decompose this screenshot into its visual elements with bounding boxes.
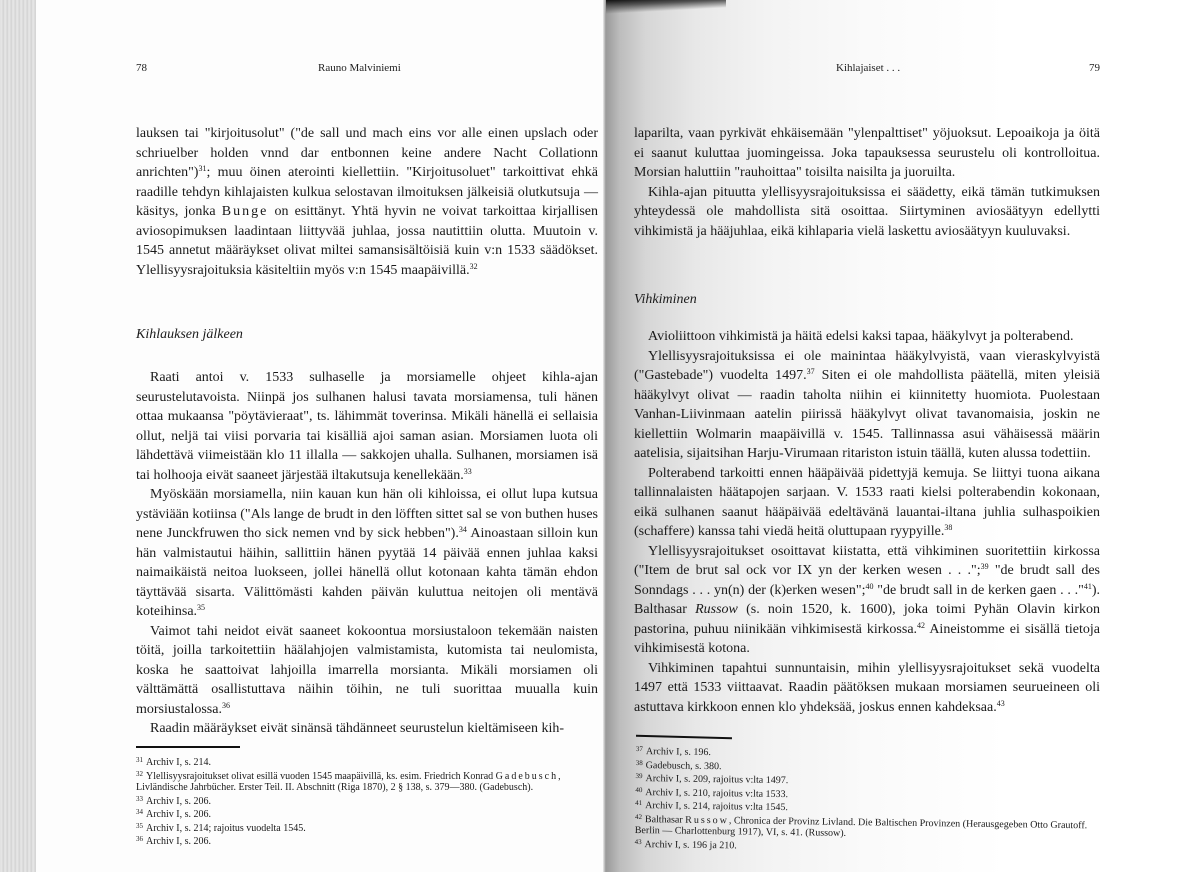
paragraph — [136, 719, 598, 739]
right-body-main — [634, 327, 1100, 717]
footnote-number: 41 — [635, 798, 643, 808]
text-run: Raadin määräykset eivät sinänsä tähdänneet seurustelun kieltämiseen kih- — [150, 721, 565, 736]
footnote-ref[interactable]: 36 — [221, 700, 230, 710]
footnote-number: 32 — [136, 769, 143, 778]
footnote-number: 31 — [136, 756, 143, 764]
footnote-number: 43 — [634, 837, 642, 846]
footnote-ref[interactable]: 32 — [469, 261, 478, 271]
footnote — [136, 769, 598, 794]
footnote-number: 42 — [634, 812, 643, 821]
left-footnotes — [136, 755, 598, 848]
footnote — [136, 794, 598, 808]
section-title-kihlauksen-jalkeen: Kihlauksen jälkeen — [136, 327, 243, 342]
footnote-ref[interactable]: 38 — [944, 523, 953, 532]
left-page-number: 78 — [136, 62, 147, 74]
right-body-top — [634, 124, 1100, 241]
footnote-text: , Livländische Jahrbücher. Erster Teil. II. Abschnitt (Riga 1870), 2 § 138, s. 379—380. (Gadebusch). — [136, 770, 561, 793]
paragraph — [634, 124, 1100, 183]
paragraph — [136, 622, 598, 720]
section-title-vihkiminen: Vihkiminen — [634, 292, 697, 307]
right-running-head: Kihlajaiset . . . — [836, 62, 901, 74]
text-run: Vaimot tahi neidot eivät saaneet kokoontua morsiustaloon tekemään naisten töitä, joilla tarkoitettiin häälahjojen valmistamista, kutomista tai neulomista, koska he saattoivat lahjoilla imarrella morsianta. Mikäli morsiamen oli välttämättä osallistuttava näihin töihin, ne tuli suorittaa muualla kuin morsiustalossa. — [136, 623, 598, 717]
footnote-ref[interactable]: 39 — [980, 562, 989, 571]
text-run: Myöskään morsiamella, niin kauan kun hän oli kihloissa, ei ollut lupa kutsua ystäviään kotiinsa ("Als lange de brudt in den löfften sittet sal se von buthen huses nene Junckfruwen tho sick nemen vnd by sick hebben"). — [136, 487, 598, 541]
text-run: ). Balthasar — [634, 582, 1100, 617]
footnote-number: 38 — [635, 758, 643, 767]
footnote — [136, 834, 598, 848]
left-body-top — [136, 124, 598, 280]
footnote-ref[interactable]: 41 — [1083, 581, 1092, 591]
page-edges — [0, 0, 36, 872]
text-run: ; muu öinen aterointi kiellettiin. "Kirjoitusoluet" tarkoittivat ehkä raadille tehdyn kihlajaisten kulkua selostavan ilmoituksen jälkeisiä olutkutsuja — käsitys, jonka — [136, 165, 598, 219]
left-body-main — [136, 368, 598, 739]
text-run: Ylellisyysrajoitukset osoittavat kiistatta, että vihkiminen suoritettiin kirkossa ("Item de brut sal ock vor IX yn der kerken wesen . . ."; — [634, 543, 1100, 578]
footnote-text: Archiv I, s. 206. — [146, 809, 211, 820]
text-run: "de brudt sall des Sonndags . . . yn(n) der (k)erken wesen"; — [634, 563, 1100, 598]
text-run: Raati antoi v. 1533 sulhaselle ja morsiamelle ohjeet kihla-ajan seurustelutavoista. Niinpä jos sulhanen halusi tavata morsiamensa, tuli hänen ottaa mukaansa "pöytävieraat", ts. lähimmät toverinsa. Mikäli hänellä ei sellaisia ollut, neljä tai viisi porvaria tai kisälliä ajoi saman asian. Morsiamen luota oli lähdettävä viimeistään klo 11 illalla — sakkojen uhalla. Sulhanen, morsiamen isä tai holhooja eivät saaneet järjestää iltakutsuja kenellekään. — [136, 370, 598, 483]
footnote-ref[interactable]: 37 — [806, 367, 815, 376]
footnote — [136, 821, 598, 835]
footnote-number: 34 — [136, 808, 143, 816]
footnote-text: Archiv I, s. 214. — [146, 757, 211, 768]
footnote-ref[interactable]: 40 — [865, 581, 874, 591]
footnote-ref[interactable]: 31 — [198, 164, 207, 173]
footnote-number: 37 — [635, 744, 643, 754]
author-name: Russow — [695, 602, 738, 617]
footnote-number: 39 — [635, 771, 643, 781]
footnote — [136, 755, 598, 769]
footnote-ref[interactable]: 34 — [458, 525, 467, 534]
text-run: Polterabend tarkoitti ennen hääpäivää pidettyjä kemuja. Se liittyi tuona aikana tallinnalaisten häätapojen sarjaan. V. 1533 raati kielsi polterabendin kokonaan, eikä sulhanen saanut hääpäivää edeltävänä lauantai-iltana juhlia sulhaspoikien (schaffere) kanssa tahi viedä heitä oluttupaan ryypyille. — [634, 465, 1100, 539]
footnote-text: Gadebusch, s. 380. — [645, 759, 722, 772]
text-run: Ainoastaan silloin kun hän valmistautui häihin, sallittiin hänen pyytää 14 päivää ennen juhlaa kaksi naimaikäistä neitoa luokseen, jollei hänellä ollut kotonaan kahta tämän ehdon täyttävää sisarta. Välittömästi kahden päivän kuluttua neitojen oli mentävä koteihinsa. — [136, 526, 598, 619]
paragraph — [136, 485, 598, 622]
paragraph — [634, 327, 1100, 347]
footnote-text: Archiv I, s. 206. — [146, 795, 211, 807]
footnote-ref[interactable]: 43 — [996, 698, 1005, 708]
footnote-number: 33 — [136, 794, 143, 803]
footnote-number: 35 — [136, 821, 143, 830]
footnote-number: 40 — [635, 785, 643, 794]
text-run: Aineistomme ei sisällä tietoja vihkimisestä kotona. — [634, 621, 1100, 656]
footnote-divider — [136, 746, 240, 748]
footnote-text: Archiv I, s. 214; rajoitus vuodelta 1545. — [146, 822, 306, 834]
text-run: Siten ei ole mahdollista päätellä, miten yleisiä hääkylvyt olivat — raadin taholta niihin ei kiinnitetty huomiota. Puolestaan Vanhan-Liivinmaan aatelin piirissä hääkylvyt olivat tavanomaisia, joskin ne kiellettiin Wolmarin maapäivillä v. 1545. Tallinnassa asui vähäisessä määrin aatelisia, sijaitsihan Harju-Virumaan ritariston istuin täällä, kuten alussa todettiin. — [634, 368, 1101, 461]
paragraph — [136, 124, 598, 280]
author-name: Russow — [685, 814, 729, 826]
text-run: on esittänyt. Yhtä hyvin ne voivat tarkoittaa kirjallisen aviosopimuksen laadintaan liittyvää juhlaa, jossa nautittiin olutta. Muutoin v. 1545 annetut määräykset olivat miltei samansisältöisiä kuin v:n 1533 säädökset. Ylellisyysrajoituksia käsiteltiin myös v:n 1545 maapäivillä. — [136, 204, 598, 278]
footnote-ref[interactable]: 33 — [463, 466, 472, 476]
footnote-number: 36 — [136, 835, 143, 843]
footnote — [136, 807, 598, 821]
left-running-head: Rauno Malviniemi — [318, 62, 401, 74]
footnote-text: Archiv I, s. 214, rajoitus v:lta 1545. — [645, 800, 788, 814]
footnote-text: Archiv I, s. 206. — [146, 836, 211, 847]
paragraph — [634, 347, 1100, 464]
footnote-text: Archiv I, s. 209, rajoitus v:lta 1497. — [645, 773, 789, 787]
paragraph — [634, 183, 1100, 242]
footnote-text: Archiv I, s. 196 ja 210. — [644, 838, 737, 851]
text-run: lauksen tai "kirjoitusolut" ("de sall und mach eins vor alle einen upslach oder schriuelber holden vnnd dar entbonnen keine andere Nacht Collationn anrichten") — [136, 126, 598, 180]
footnote-text: Archiv I, s. 210, rajoitus v:lta 1533. — [645, 786, 789, 800]
text-run: Vihkiminen tapahtui sunnuntaisin, mihin ylellisyysrajoitukset sekä vuodelta 1497 että 1533 viittaavat. Raadin päätöksen mukaan morsiamen seurueineen oli astuttava kirkkoon ennen klo yhdeksää, joskus ennen kahdeksaa. — [634, 660, 1100, 715]
footnote-text: , Chronica der Provinz Livland. Die Baltischen Provinzen (Herausgegeben Otto Grautoff. Berlin — Charlottenburg 1917), VI, s. 41. (Russow). — [634, 814, 1088, 839]
paragraph — [634, 659, 1100, 718]
text-run: (s. noin 1520, k. 1600), joka toimi Pyhän Olavin kirkon pastorina, puhuu niinikään vihkimisestä kirkossa. — [634, 602, 1101, 637]
footnote-text: Balthasar — [644, 813, 686, 826]
author-name: Gadebusch — [495, 770, 559, 782]
right-page-number: 79 — [1089, 62, 1100, 74]
text-run: Kihla-ajan pituutta ylellisyysrajoituksissa ei säädetty, eikä tämän tutkimuksen yhteydessä ole mahdollista sitä osoittaa. Siirtyminen aviosäätyyn edellytti vihkimistä ja hääjuhlaa, eikä kihlaparia vielä laskettu aviosäätyyn kuuluvaksi. — [634, 184, 1100, 239]
footnote-text: Ylellisyysrajoitukset olivat esillä vuoden 1545 maapäivillä, ks. esim. Friedrich Konrad — [146, 770, 496, 782]
right-footnotes — [635, 744, 1102, 856]
text-run: Ylellisyysrajoituksissa ei ole mainintaa hääkylvyistä, vaan vieraskylvyistä ("Gastebade") vuodelta 1497. — [634, 348, 1100, 383]
text-run: laparilta, vaan pyrkivät ehkäisemään "ylenpalttiset" yöjuoksut. Lepoaikoja ja öitä ei saanut kuluttaa juomingeissa. Joka tapauksessa seurustelu oli kontrolloitua. Morsian haluttiin "rauhoittaa" toisilta naisilta ja juoruilta. — [634, 126, 1100, 180]
paragraph — [634, 464, 1100, 542]
footnote-ref[interactable]: 35 — [197, 603, 206, 612]
author-name: Bunge — [221, 204, 269, 219]
footnote-ref[interactable]: 42 — [917, 620, 926, 630]
footnote-text: Archiv I, s. 196. — [645, 746, 711, 759]
text-run: Avioliittoon vihkimistä ja häitä edelsi kaksi tapaa, hääkylvyt ja polterabend. — [648, 329, 1074, 344]
text-run: "de brudt sall in de kerken gaen . . ." — [873, 582, 1084, 598]
paragraph — [136, 368, 598, 485]
paragraph — [634, 542, 1100, 659]
